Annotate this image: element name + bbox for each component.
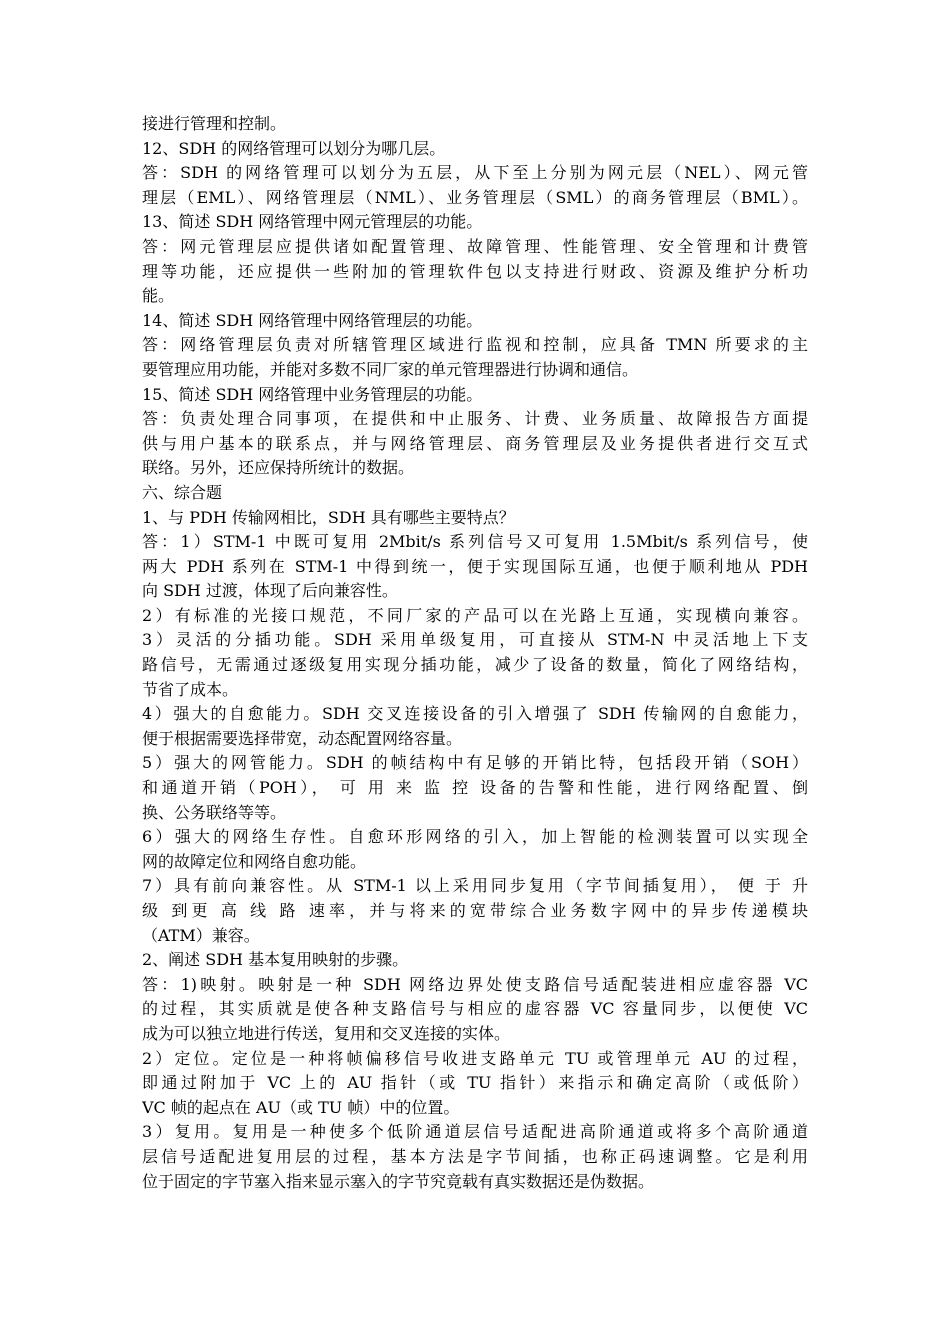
answer-line: 能。 bbox=[142, 286, 175, 306]
answer-line: 换、公务联络等等。 bbox=[142, 802, 287, 822]
answer-line: 两大 PDH 系列在 STM-1 中得到统一，便于实现国际互通，也便于顺利地从 PDH bbox=[142, 556, 808, 576]
answer-line: 供与用户基本的联系点，并与网络管理层、商务管理层及业务提供者进行交互式 bbox=[142, 433, 808, 453]
answer-line: 2）定位。定位是一种将帧偏移信号收进支路单元 TU 或管理单元 AU 的过程， bbox=[142, 1048, 808, 1068]
answer-line: 路信号，无需通过逐级复用实现分插功能，减少了设备的数量，简化了网络结构， bbox=[142, 655, 808, 675]
answer-line: 成为可以独立地进行传送，复用和交叉连接的实体。 bbox=[142, 1023, 511, 1043]
answer-line: 理等功能，还应提供一些附加的管理软件包以支持进行财政、资源及维护分析功 bbox=[142, 261, 808, 281]
answer-line: 要管理应用功能，并能对多数不同厂家的单元管理器进行协调和通信。 bbox=[142, 359, 639, 379]
section-heading: 六、综合题 bbox=[142, 482, 223, 502]
answer-line: VC 帧的起点在 AU（或 TU 帧）中的位置。 bbox=[142, 1097, 460, 1117]
question-heading: 1、与 PDH 传输网相比，SDH 具有哪些主要特点？ bbox=[142, 507, 515, 527]
question-heading: 12、SDH 的网络管理可以划分为哪几层。 bbox=[142, 138, 446, 158]
answer-line: 层信号适配进复用层的过程，基本方法是字节间插，也称正码速调整。它是利用 bbox=[142, 1146, 808, 1166]
answer-line: 答：网络管理层负责对所辖管理区域进行监视和控制，应具备 TMN 所要求的主 bbox=[142, 335, 808, 355]
answer-line: 答：1）STM-1 中既可复用 2Mbit/s 系列信号又可复用 1.5Mbit/s 系列信号，使 bbox=[142, 532, 808, 552]
answer-line: 节省了成本。 bbox=[142, 679, 239, 699]
answer-line: 6）强大的网络生存性。自愈环形网络的引入，加上智能的检测装置可以实现全 bbox=[142, 827, 808, 847]
text-line: 接进行管理和控制。 bbox=[142, 114, 287, 133]
question-heading: 14、简述 SDH 网络管理中网络管理层的功能。 bbox=[142, 310, 483, 330]
answer-line: 3）复用。复用是一种使多个低阶通道层信号适配进高阶通道或将多个高阶通道 bbox=[142, 1122, 808, 1142]
question-heading: 13、简述 SDH 网络管理中网元管理层的功能。 bbox=[142, 212, 483, 232]
answer-line: 便于根据需要选择带宽，动态配置网络容量。 bbox=[142, 728, 463, 748]
answer-line: （ATM）兼容。 bbox=[142, 925, 260, 945]
answer-line: 7）具有前向兼容性。从 STM-1 以上采用同步复用（字节间插复用）， 便 于 升 bbox=[142, 876, 808, 896]
answer-line: 联络。另外，还应保持所统计的数据。 bbox=[142, 458, 415, 478]
question-heading: 2、阐述 SDH 基本复用映射的步骤。 bbox=[142, 950, 409, 970]
answer-line: 2）有标准的光接口规范，不同厂家的产品可以在光路上互通，实现横向兼容。 bbox=[142, 605, 808, 625]
answer-line: 位于固定的字节塞入指来显示塞入的字节究竟载有真实数据还是伪数据。 bbox=[142, 1171, 655, 1191]
answer-line: 网的故障定位和网络自愈功能。 bbox=[142, 851, 367, 871]
question-heading: 15、简述 SDH 网络管理中业务管理层的功能。 bbox=[142, 384, 483, 404]
answer-line: 答：负责处理合同事项，在提供和中止服务、计费、业务质量、故障报告方面提 bbox=[142, 409, 808, 429]
answer-line: 的过程，其实质就是使各种支路信号与相应的虚容器 VC 容量同步，以便使 VC bbox=[142, 999, 808, 1019]
answer-line: 4）强大的自愈能力。SDH 交叉连接设备的引入增强了 SDH 传输网的自愈能力， bbox=[142, 704, 808, 724]
answer-line: 理层（EML）、网络管理层（NML）、业务管理层（SML）的商务管理层（BML）。 bbox=[142, 187, 808, 207]
answer-line: 5）强大的网管能力。SDH 的帧结构中有足够的开销比特，包括段开销（SOH） bbox=[142, 753, 808, 773]
answer-line: 即通过附加于 VC 上的 AU 指针（或 TU 指针）来指示和确定高阶（或低阶） bbox=[142, 1073, 808, 1093]
answer-line: 级 到更 高 线 路 速率，并与将来的宽带综合业务数字网中的异步传递模块 bbox=[142, 901, 808, 920]
answer-line: 向 SDH 过渡，体现了后向兼容性。 bbox=[142, 581, 398, 601]
answer-line: 3）灵活的分插功能。SDH 采用单级复用，可直接从 STM-N 中灵活地上下支 bbox=[142, 630, 808, 650]
answer-line: 答：1)映射。映射是一种 SDH 网络边界处使支路信号适配装进相应虚容器 VC bbox=[142, 974, 808, 994]
answer-line: 答：SDH 的网络管理可以划分为五层，从下至上分别为网元层（NEL）、网元管 bbox=[142, 163, 808, 183]
document-page bbox=[142, 112, 808, 1194]
answer-line: 和通道开销（POH）， 可 用 来 监 控 设备的告警和性能，进行网络配置、倒 bbox=[142, 778, 808, 798]
answer-line: 答：网元管理层应提供诸如配置管理、故障管理、性能管理、安全管理和计费管 bbox=[142, 236, 808, 256]
